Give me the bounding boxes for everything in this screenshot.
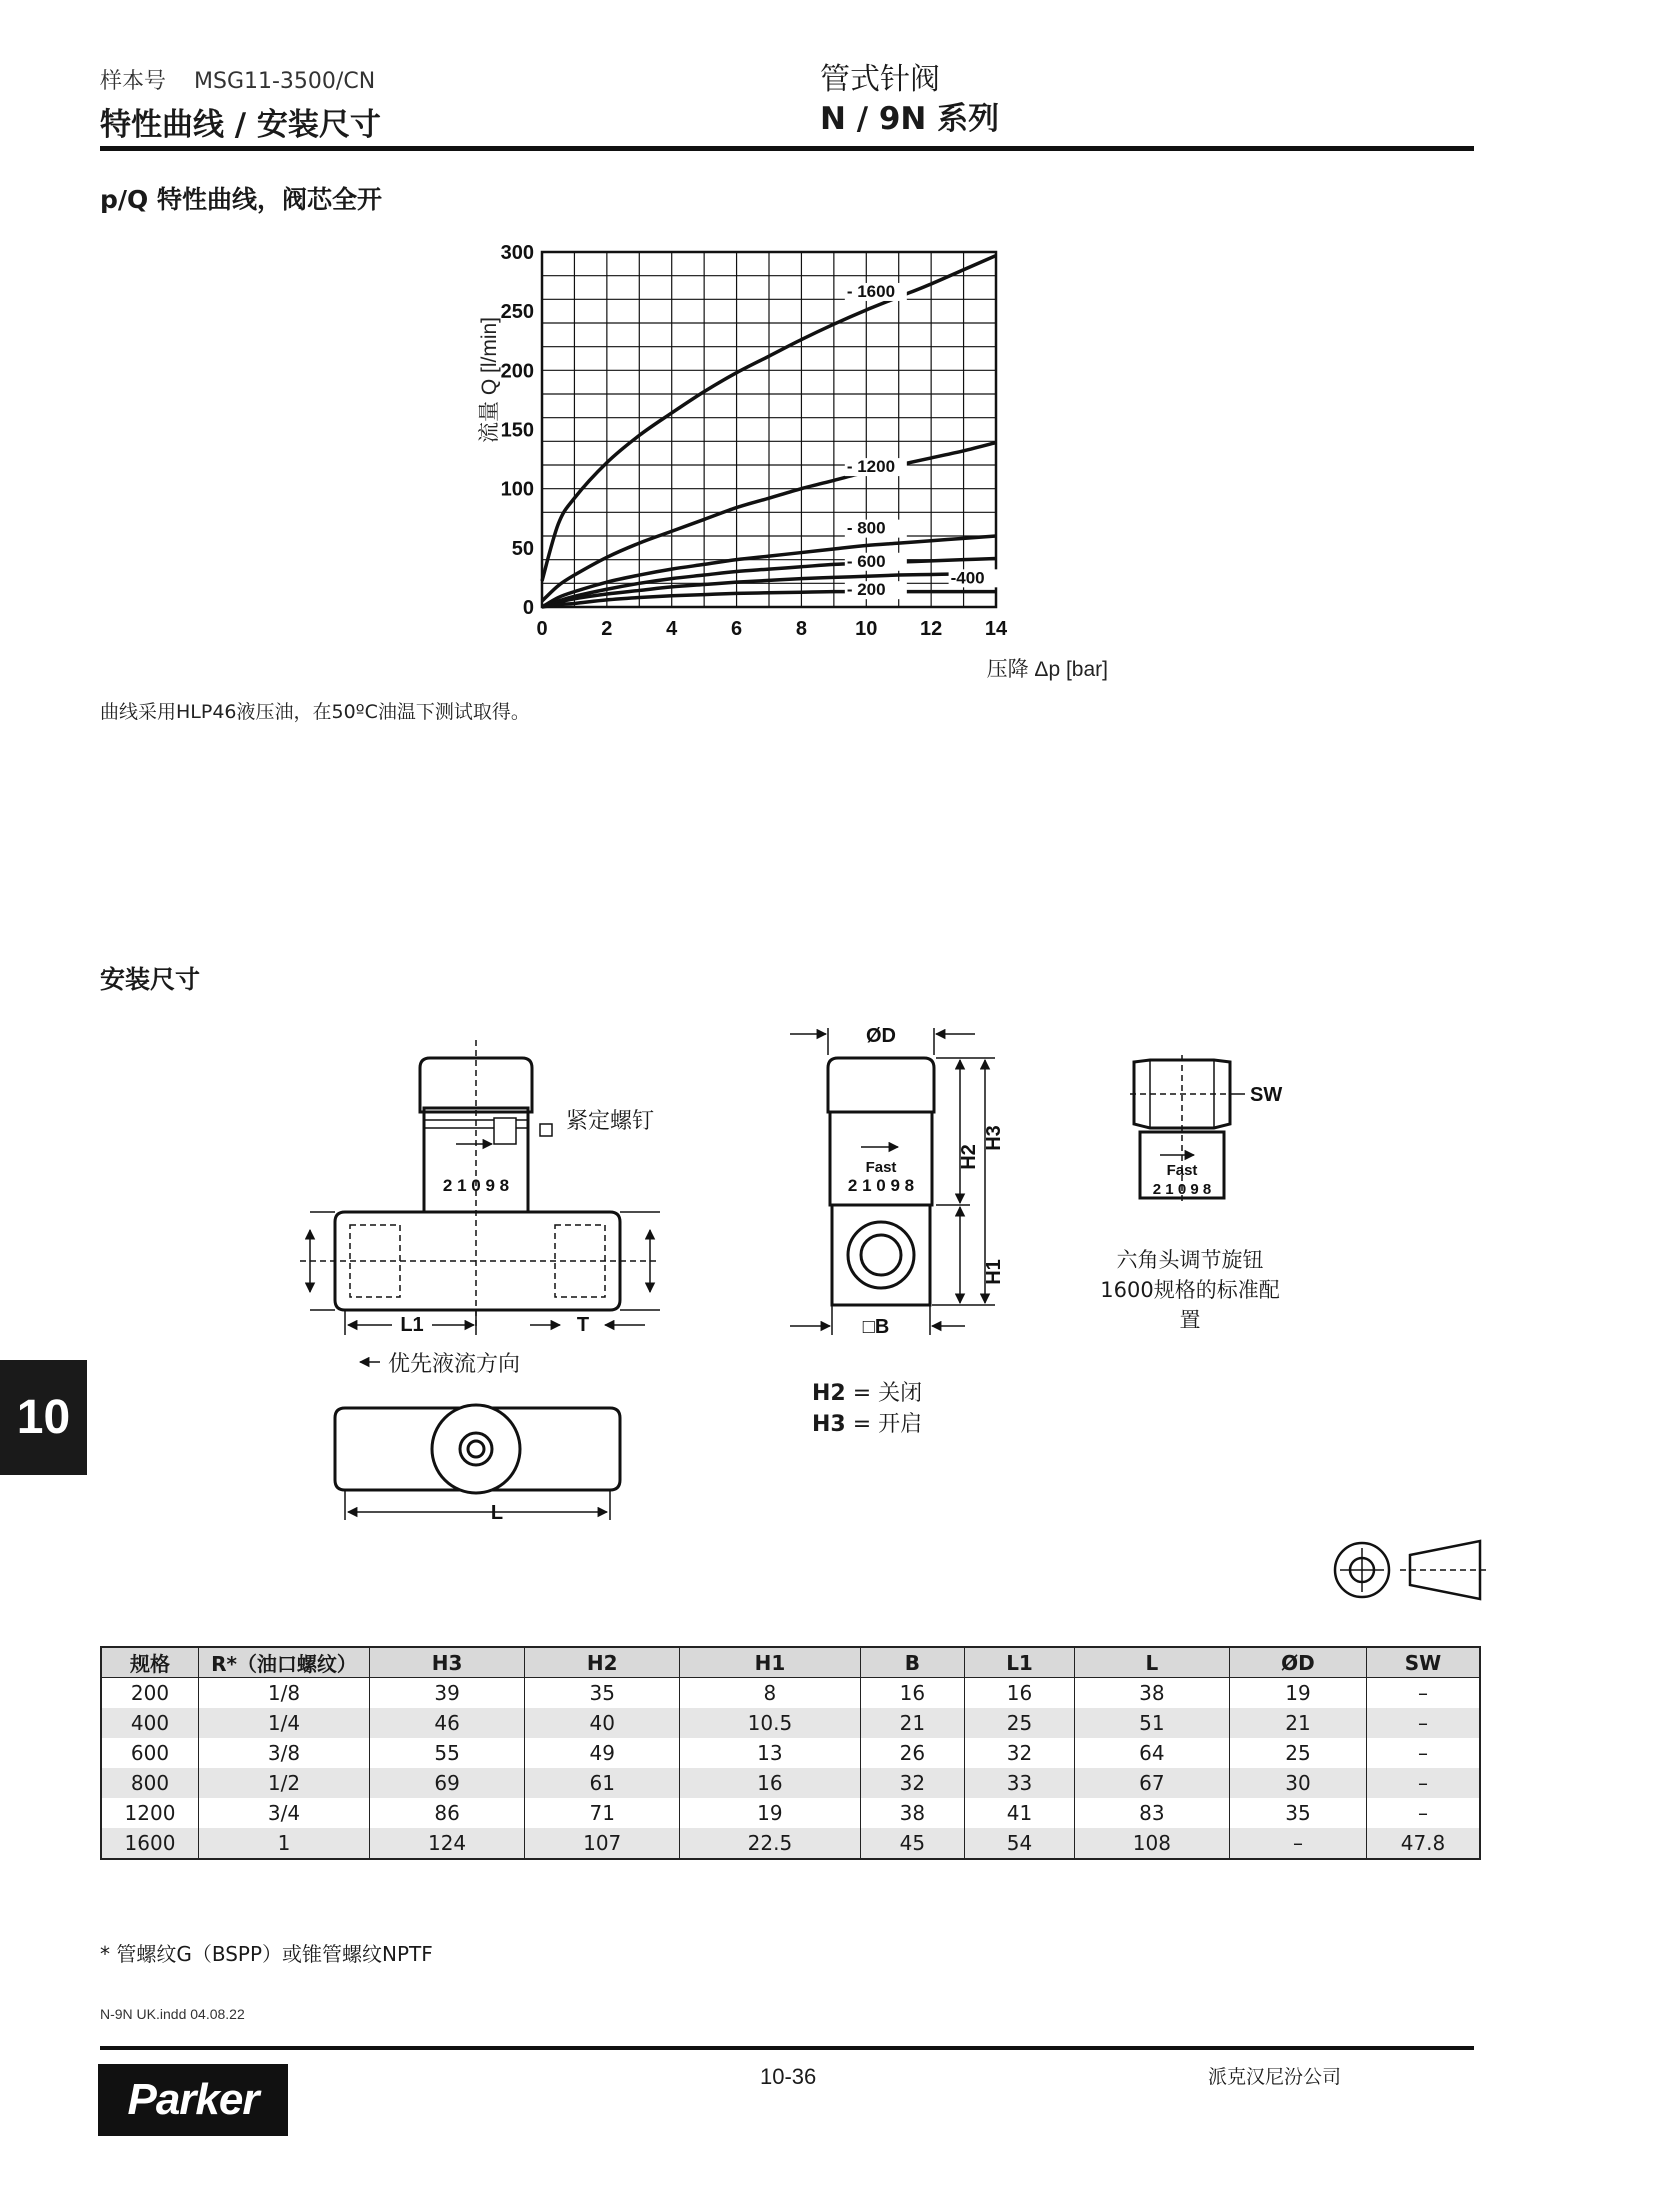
chapter-tab: 10 [0,1360,87,1475]
pq-chart [460,230,1120,690]
catalog-code: MSG11-3500/CN [194,69,376,94]
fast-label-hex: Fast [1166,1162,1198,1179]
table-cell: – [1367,1678,1481,1709]
projection-symbol [1335,1541,1490,1599]
curve-section-title: p/Q 特性曲线，阀芯全开 [100,185,382,214]
table-cell: 107 [525,1828,680,1859]
table-body [101,1678,1480,1860]
series-label: - 1200 [846,457,896,477]
dim-label-T: T [576,1314,590,1336]
chart-grid [542,252,996,607]
series-label: -400 [950,568,985,588]
h-legend [812,1378,922,1440]
table-row [101,1828,1480,1859]
x-axis-label: 压降 Δp [bar] [986,658,1108,681]
table-row [101,1798,1480,1828]
table-row [101,1768,1480,1798]
table-cell: 33 [965,1768,1075,1798]
table-cell: 19 [1229,1678,1366,1709]
table-row [101,1678,1480,1709]
legend-h2-value: = 关闭 [852,1381,923,1406]
footer-rule [100,2046,1474,2050]
dim-label-L: L [490,1502,504,1524]
table-row [101,1738,1480,1768]
table-cell: 600 [101,1738,199,1768]
x-tick-label: 6 [731,618,743,640]
product-name: 管式针阀 [820,62,940,97]
table-cell: 3/8 [199,1738,370,1768]
table-cell: 16 [965,1678,1075,1709]
series-label: - 800 [846,518,886,538]
col-header-h2: H2 [525,1647,680,1678]
table-footnote: * 管螺纹G（BSPP）或锥管螺纹NPTF [100,1942,433,1966]
col-header-sw: SW [1367,1647,1481,1678]
table-cell: 35 [1229,1798,1366,1828]
table-cell: 1/4 [199,1708,370,1738]
table-cell: 1 [199,1828,370,1859]
valve-knob-side [828,1058,934,1112]
x-tick-label: 10 [855,618,878,640]
y-tick-label: 100 [500,478,534,501]
table-cell: 25 [1229,1738,1366,1768]
table-cell: 45 [860,1828,965,1859]
table-cell: 10.5 [680,1708,860,1738]
flow-direction-label: 优先液流方向 [388,1352,521,1377]
table-cell: 49 [525,1738,680,1768]
y-axis-label: 流量 Q [l/min] [478,316,501,444]
table-cell: – [1367,1738,1481,1768]
table-cell: 54 [965,1828,1075,1859]
y-tick-label: 50 [511,537,534,560]
table-cell: 16 [680,1768,860,1798]
table-cell: 32 [860,1768,965,1798]
page-number: 10-36 [760,2064,817,2089]
table-cell: 71 [525,1798,680,1828]
table-cell: 22.5 [680,1828,860,1859]
table-header-row [101,1647,1480,1678]
table-cell: 67 [1074,1768,1229,1798]
table-cell: 30 [1229,1768,1366,1798]
header-rule [100,146,1474,151]
table-cell: 8 [680,1678,860,1709]
dimension-table [100,1646,1481,1860]
legend-h3-key: H3 [812,1412,846,1437]
table-cell: 800 [101,1768,199,1798]
table-cell: – [1367,1768,1481,1798]
y-tick-label: 150 [500,419,534,442]
scale-text-side: 2 1 0 9 8 [847,1176,915,1195]
chart-series-labels [845,282,1011,599]
table-cell: 39 [370,1678,525,1709]
table-cell: 1/2 [199,1768,370,1798]
table-cell: 400 [101,1708,199,1738]
table-cell: 47.8 [1367,1828,1481,1859]
series-name: N / 9N 系列 [820,101,1000,137]
dim-label-H3: H3 [983,1125,1005,1151]
col-header-l1: L1 [965,1647,1075,1678]
table-cell: 200 [101,1678,199,1709]
table-cell: 16 [860,1678,965,1709]
scale-text-front: 2 1 0 9 8 [442,1176,510,1195]
x-tick-label: 12 [920,618,943,640]
series-label: - 1600 [846,281,896,301]
x-tick-label: 8 [795,618,807,640]
x-tick-label: 2 [601,618,613,640]
company-name: 派克汉尼汾公司 [1208,2066,1342,2088]
col-header-size: 规格 [101,1647,199,1678]
table-cell: 69 [370,1768,525,1798]
table-cell: 40 [525,1708,680,1738]
series-label: - 200 [846,580,886,600]
y-tick-label: 200 [500,360,534,383]
x-tick-label: 0 [536,618,548,640]
parker-logo: Parker [98,2064,288,2136]
table-cell: 51 [1074,1708,1229,1738]
table-cell: 41 [965,1798,1075,1828]
table-cell: 13 [680,1738,860,1768]
table-row [101,1708,1480,1738]
dim-label-H1: H1 [983,1259,1005,1285]
lock-screw-label: 紧定螺钉 [566,1109,655,1134]
y-tick-label: 0 [522,597,534,619]
col-header-port-thread: R*（油口螺纹） [199,1647,370,1678]
table-cell: 21 [1229,1708,1366,1738]
table-cell: 61 [525,1768,680,1798]
section-title: 特性曲线 / 安装尺寸 [100,107,381,143]
dim-label-H2: H2 [958,1144,980,1170]
table-cell: 1200 [101,1798,199,1828]
table-cell: 1600 [101,1828,199,1859]
y-tick-label: 300 [500,242,534,264]
legend-h2-key: H2 [812,1381,846,1406]
table-cell: 38 [1074,1678,1229,1709]
table-cell: 108 [1074,1828,1229,1859]
col-header-h3: H3 [370,1647,525,1678]
dim-label-SW: SW [1250,1084,1283,1106]
table-cell: – [1367,1798,1481,1828]
table-cell: 35 [525,1678,680,1709]
curve-note: 曲线采用HLP46液压油，在50ºC油温下测试取得。 [100,701,530,723]
fast-label-side: Fast [865,1159,897,1176]
dim-label-B: □B [862,1316,890,1338]
table-cell: 46 [370,1708,525,1738]
table-cell: 83 [1074,1798,1229,1828]
series-label: - 600 [846,551,886,571]
table-cell: 3/4 [199,1798,370,1828]
hex-knob-caption-line2: 1600规格的标准配置 [1100,1278,1280,1332]
x-tick-label: 4 [666,618,678,640]
y-tick-label: 250 [500,301,534,324]
legend-h3-value: = 开启 [852,1412,923,1437]
table-cell: 26 [860,1738,965,1768]
table-cell: 32 [965,1738,1075,1768]
dims-section-title: 安装尺寸 [100,965,201,994]
file-info: N-9N UK.indd 04.08.22 [100,2006,245,2022]
table-cell: 1/8 [199,1678,370,1709]
table-cell: 86 [370,1798,525,1828]
catalog-number [100,64,375,95]
col-header-l: L [1074,1647,1229,1678]
table-cell: 55 [370,1738,525,1768]
table-cell: 21 [860,1708,965,1738]
catalog-label: 样本号 [100,69,167,94]
dimension-drawings [0,1000,1654,1620]
table-cell: – [1367,1708,1481,1738]
table-cell: 64 [1074,1738,1229,1768]
col-header-d: ØD [1229,1647,1366,1678]
table-cell: 19 [680,1798,860,1828]
x-tick-label: 14 [984,618,1008,640]
valve-body-front [335,1212,620,1310]
dim-label-D: ØD [866,1025,896,1047]
table-cell: 124 [370,1828,525,1859]
col-header-b: B [860,1647,965,1678]
hex-knob-caption-line1: 六角头调节旋钮 [1116,1248,1264,1272]
table-cell: 38 [860,1798,965,1828]
scale-text-hex: 2 1 0 9 8 [1152,1181,1212,1198]
table-cell: – [1229,1828,1366,1859]
col-header-h1: H1 [680,1647,860,1678]
hex-knob-caption [1100,1244,1280,1334]
table-cell: 25 [965,1708,1075,1738]
dim-label-L1: L1 [400,1314,424,1336]
